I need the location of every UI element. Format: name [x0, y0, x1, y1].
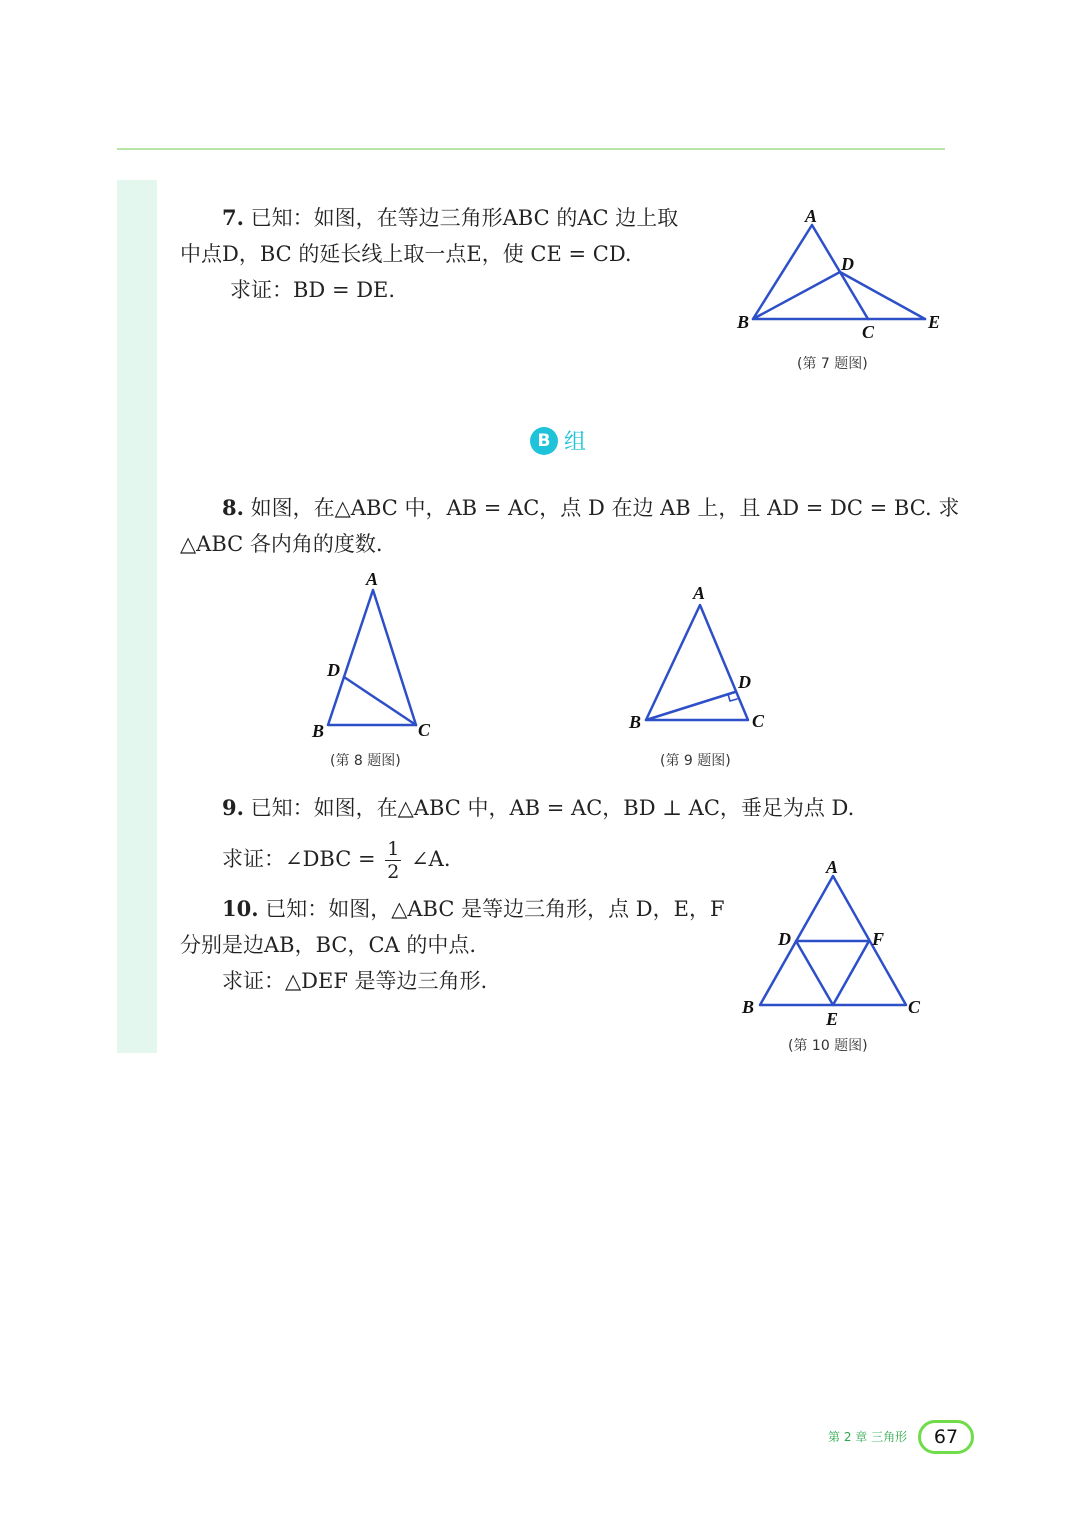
problem-8-number: 8. — [222, 495, 244, 520]
group-b-label: 组 — [564, 430, 587, 455]
figure-10-label-a: A — [826, 857, 839, 877]
problem-8-line-2: △ABC 各内角的度数. — [180, 532, 383, 556]
figure-9 — [620, 578, 790, 743]
chapter-label: 第 2 章 三角形 — [828, 1430, 908, 1444]
page-number: 67 — [918, 1420, 974, 1454]
group-b-badge: B — [530, 427, 558, 455]
problem-10-number: 10. — [222, 896, 259, 921]
figure-7-label-c: C — [862, 322, 875, 342]
top-rule — [117, 148, 945, 150]
figure-8-label-b: B — [312, 721, 325, 741]
figure-10-label-c: C — [908, 997, 921, 1017]
figure-8-segment-dc — [344, 677, 416, 725]
figure-10-caption: (第 10 题图) — [788, 1038, 868, 1054]
figure-7-segment-bd — [753, 272, 840, 319]
figure-10-triangle-def — [796, 941, 869, 1005]
figure-7-label-b: B — [737, 312, 750, 332]
figure-7-label-a: A — [805, 206, 818, 226]
problem-7-proof: 求证：BD = DE. — [230, 278, 396, 302]
problem-9-line-1: 9. 已知：如图，在△ABC 中，AB = AC，BD ⊥ AC，垂足为点 D. — [222, 795, 855, 820]
problem-10-line-2: 分别是边AB，BC，CA 的中点. — [180, 933, 477, 957]
problem-9-number: 9. — [222, 795, 244, 820]
fraction-one-half: $\frac{1}{2}$ — [387, 838, 400, 883]
problem-7-line-2: 中点D，BC 的延长线上取一点E，使 CE = CD. — [180, 242, 632, 266]
problem-7-number: 7. — [222, 205, 244, 230]
figure-8-triangle-abc — [328, 590, 416, 725]
figure-9-label-b: B — [629, 712, 642, 732]
figure-7 — [725, 200, 955, 350]
figure-10 — [730, 855, 930, 1035]
figure-9-segment-bd — [646, 692, 735, 720]
problem-7-line-1: 7. 已知：如图，在等边三角形ABC 的AC 边上取 — [222, 205, 679, 230]
problem-10-proof: 求证：△DEF 是等边三角形. — [222, 969, 488, 993]
figure-7-caption: (第 7 题图) — [797, 356, 868, 372]
figure-10-label-e: E — [826, 1009, 839, 1029]
group-b-heading — [530, 425, 586, 456]
figure-8 — [300, 565, 460, 750]
figure-8-label-d: D — [327, 660, 340, 680]
figure-9-label-d: D — [738, 672, 751, 692]
figure-9-caption: (第 9 题图) — [660, 753, 731, 769]
problem-9-proof: 求证：∠DBC = $\frac{1}{2}$ ∠A. — [222, 838, 451, 883]
figure-7-label-e: E — [928, 312, 941, 332]
problem-8-line-1: 8. 如图，在△ABC 中，AB = AC，点 D 在边 AB 上，且 AD = DC = BC. 求 — [222, 495, 960, 520]
problem-10-line-1: 10. 已知：如图，△ABC 是等边三角形，点 D，E，F — [222, 896, 725, 921]
figure-10-label-b: B — [742, 997, 755, 1017]
figure-9-label-a: A — [693, 583, 706, 603]
figure-8-label-a: A — [366, 569, 379, 589]
figure-8-label-c: C — [418, 720, 431, 740]
figure-10-label-f: F — [872, 929, 885, 949]
figure-8-caption: (第 8 题图) — [330, 753, 401, 769]
figure-7-label-d: D — [841, 254, 854, 274]
figure-9-label-c: C — [752, 711, 765, 731]
side-band — [117, 180, 157, 1053]
figure-10-label-d: D — [778, 929, 791, 949]
